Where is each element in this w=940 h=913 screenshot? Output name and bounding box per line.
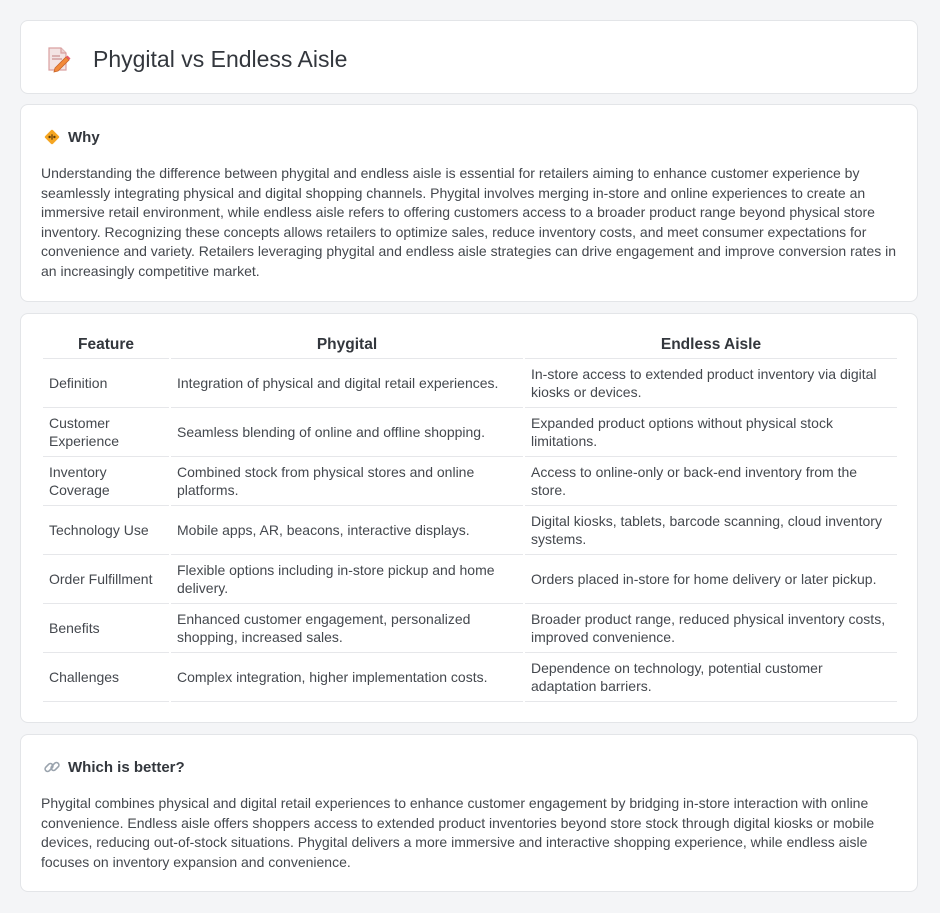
phygital-cell: Combined stock from physical stores and online platforms. (171, 457, 523, 506)
feature-cell: Definition (43, 359, 169, 408)
better-header (43, 757, 185, 777)
feature-cell: Inventory Coverage (43, 457, 169, 506)
phygital-cell: Mobile apps, AR, beacons, interactive displays. (171, 506, 523, 555)
comparison-section (20, 313, 918, 723)
endless-aisle-cell: Access to online-only or back-end inventory from the store. (525, 457, 897, 506)
better-heading: Which is better? (68, 758, 185, 776)
which-better-section (20, 734, 918, 892)
title-card (20, 20, 918, 94)
feature-cell: Customer Experience (43, 408, 169, 457)
table-row (43, 457, 897, 506)
header-phygital: Phygital (171, 332, 523, 359)
endless-aisle-cell: Expanded product options without physical stock limitations. (525, 408, 897, 457)
why-section (20, 104, 918, 302)
phygital-cell: Integration of physical and digital retail experiences. (171, 359, 523, 408)
feature-cell: Challenges (43, 653, 169, 702)
table-header-row (43, 332, 897, 359)
table-row (43, 604, 897, 653)
table-row (43, 506, 897, 555)
endless-aisle-cell: Broader product range, reduced physical inventory costs, improved convenience. (525, 604, 897, 653)
document-pencil-icon (45, 45, 71, 73)
table-row (43, 555, 897, 604)
comparison-table (41, 332, 899, 702)
diamond-warning-icon (43, 128, 61, 146)
endless-aisle-cell: In-store access to extended product inventory via digital kiosks or devices. (525, 359, 897, 408)
page-title: Phygital vs Endless Aisle (93, 45, 348, 72)
better-text: Phygital combines physical and digital retail experiences to enhance customer engagement by bridging in-store interaction with online convenience. Endless aisle offers shoppers access to extended product inventories beyond store stock through digital kiosks or mobile devices, reducing out-of-stock situations. Phygital delivers a more immersive and interactive shopping experience, while endless aisle focuses on inventory expansion and convenience. (41, 795, 875, 870)
phygital-cell: Enhanced customer engagement, personalized shopping, increased sales. (171, 604, 523, 653)
table-row (43, 359, 897, 408)
why-text: Understanding the difference between phygital and endless aisle is essential for retailers aiming to enhance customer experience by seamlessly integrating physical and digital shopping channels. Phygital involves merging in-store and online experiences to create an immersive retail environment, while endless aisle refers to offering customers access to a broader product range beyond physical store inventory. Recognizing these concepts allows retailers to optimize sales, reduce inventory costs, and meet consumer expectations for convenience and variety. Retailers leveraging phygital and endless aisle strategies can drive engagement and improve conversion rates in an increasingly competitive market. (41, 165, 897, 279)
endless-aisle-cell: Orders placed in-store for home delivery or later pickup. (525, 555, 897, 604)
why-heading: Why (68, 128, 100, 146)
endless-aisle-cell: Dependence on technology, potential customer adaptation barriers. (525, 653, 897, 702)
phygital-cell: Complex integration, higher implementation costs. (171, 653, 523, 702)
why-header (43, 127, 100, 147)
feature-cell: Order Fulfillment (43, 555, 169, 604)
table-row (43, 408, 897, 457)
endless-aisle-cell: Digital kiosks, tablets, barcode scanning, cloud inventory systems. (525, 506, 897, 555)
header-endless-aisle: Endless Aisle (525, 332, 897, 359)
title-row (45, 45, 347, 73)
feature-cell: Technology Use (43, 506, 169, 555)
link-icon (43, 758, 61, 776)
phygital-cell: Flexible options including in-store pickup and home delivery. (171, 555, 523, 604)
table-row (43, 653, 897, 702)
phygital-cell: Seamless blending of online and offline shopping. (171, 408, 523, 457)
header-feature: Feature (43, 332, 169, 359)
feature-cell: Benefits (43, 604, 169, 653)
